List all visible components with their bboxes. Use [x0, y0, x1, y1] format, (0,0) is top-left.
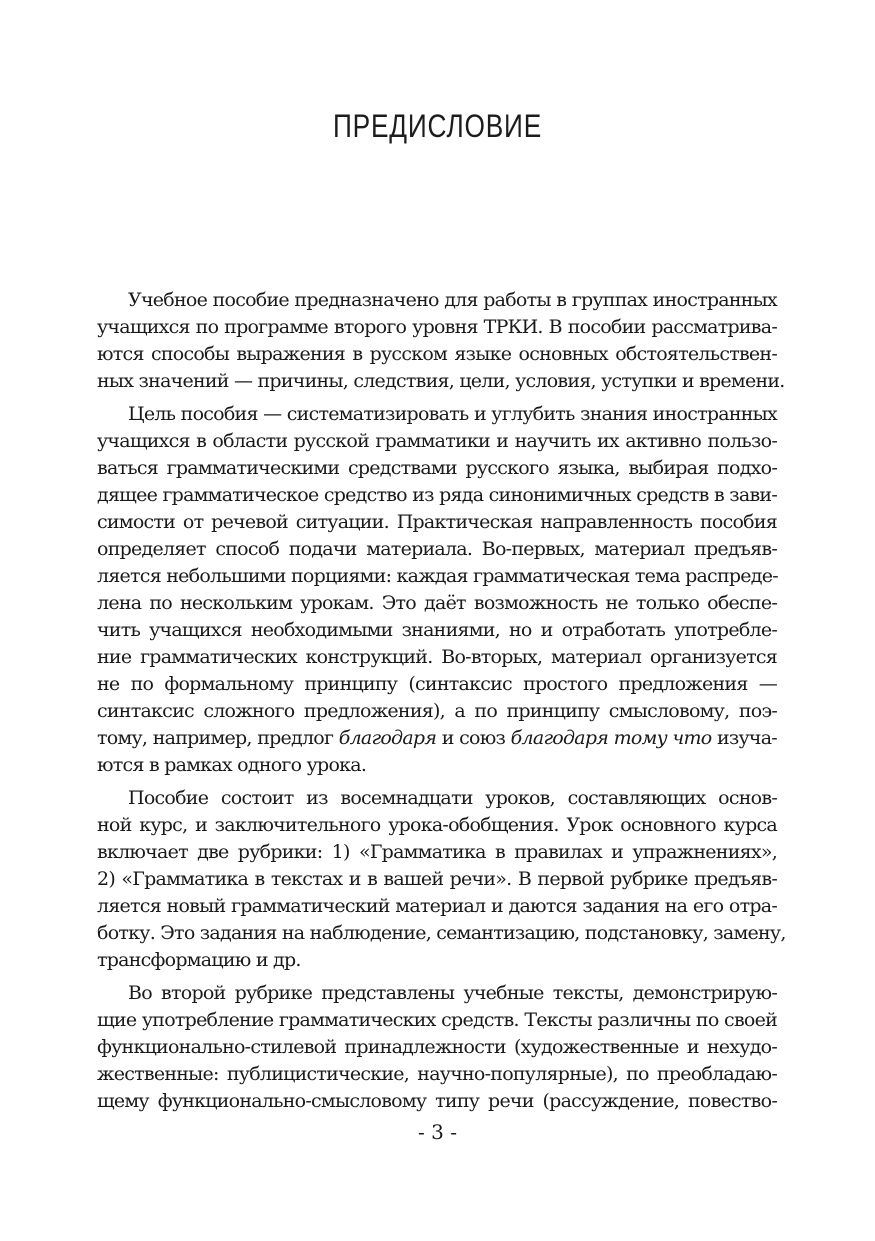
- text-line: включает две рубрики: 1) «Грамматика в правилах и упражнениях»,: [97, 841, 777, 863]
- text-line: Во второй рубрике представлены учебные тексты, демонстрирую-: [128, 982, 777, 1004]
- text-line: симости от речевой ситуации. Практическая направленность пособия: [97, 511, 777, 533]
- text-line: ботку. Это задания на наблюдение, семантизацию, подстановку, замену,: [97, 922, 786, 944]
- italic-term: благодаря: [338, 727, 437, 749]
- text-line: Учебное пособие предназначено для работы в группах иностранных: [128, 289, 777, 311]
- text-line: лена по нескольким урокам. Это даёт возможность не только обеспе-: [97, 592, 777, 614]
- text-line: синтаксис сложного предложения), а по принципу смысловому, поэ-: [97, 700, 777, 722]
- text-line: щему функционально-смысловому типу речи (рассуждение, повество-: [97, 1090, 777, 1112]
- paragraph-1: [97, 287, 785, 395]
- text-line: ной курс, и заключительного урока-обобщения. Урок основного курса: [97, 814, 777, 836]
- italic-term: благодаря тому что: [510, 727, 712, 749]
- text-line: ваться грамматическими средствами русского языка, выбирая подхо-: [97, 457, 777, 479]
- paragraph-2: [97, 401, 777, 779]
- text-line: ются в рамках одного урока.: [97, 754, 367, 776]
- text-run: изуча-: [711, 727, 777, 749]
- text-line: ляется небольшими порциями: каждая грамматическая тема распреде-: [97, 565, 778, 587]
- text-line: чить учащихся необходимыми знаниями, но и отработать употребле-: [97, 619, 777, 641]
- text-run: тому, например, предлог: [97, 727, 339, 749]
- text-line-with-italics: [97, 725, 777, 752]
- text-line: учащихся по программе второго уровня ТРКИ. В пособии рассматрива-: [97, 316, 777, 338]
- body-text: [97, 287, 786, 1115]
- paragraph-4: [97, 980, 777, 1115]
- paragraph-3: [97, 785, 786, 974]
- text-line: 2) «Грамматика в текстах и в вашей речи». В первой рубрике предъяв-: [97, 868, 777, 890]
- text-line: ются способы выражения в русском языке основных обстоятельствен-: [97, 343, 777, 365]
- text-line: Пособие состоит из восемнадцати уроков, составляющих основ-: [128, 787, 777, 809]
- text-line: ляется новый грамматический материал и даются задания на его отра-: [97, 895, 777, 917]
- text-line: учащихся в области русской грамматики и научить их активно пользо-: [97, 430, 777, 452]
- text-run: и союз: [436, 727, 511, 749]
- text-line: жественные: публицистические, научно-популярные), по преобладаю-: [97, 1063, 777, 1085]
- text-line: функционально-стилевой принадлежности (художественные и нехудо-: [97, 1036, 777, 1058]
- text-line: Цель пособия — систематизировать и углубить знания иностранных: [128, 403, 777, 425]
- page-number: - 3 -: [418, 1120, 457, 1144]
- text-line: ных значений — причины, следствия, цели, условия, уступки и времени.: [97, 370, 785, 392]
- text-line: трансформацию и др.: [97, 949, 301, 971]
- text-line: не по формальному принципу (синтаксис простого предложения —: [97, 673, 777, 695]
- text-line: щие употребление грамматических средств. Тексты различны по своей: [97, 1009, 777, 1031]
- text-line: ние грамматических конструкций. Во-вторых, материал организуется: [97, 646, 777, 668]
- text-line: дящее грамматическое средство из ряда синонимичных средств в зави-: [97, 484, 777, 506]
- page-title: ПРЕДИСЛОВИЕ: [332, 108, 543, 144]
- text-line: определяет способ подачи материала. Во-первых, материал предъяв-: [97, 538, 777, 560]
